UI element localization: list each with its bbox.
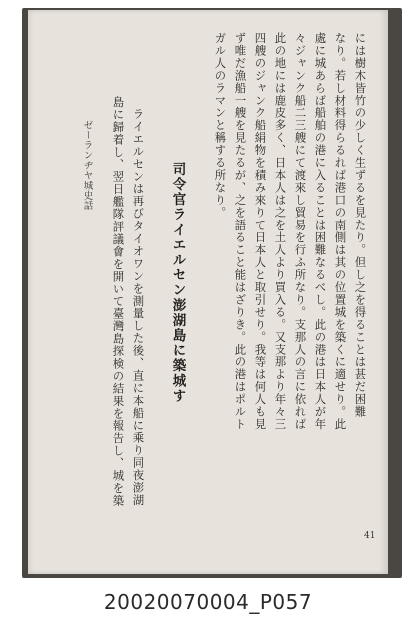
section-heading: 司令官ライエルセン澎湖島に築城す [169, 162, 186, 404]
body-column: ず唯だ漁船一艘を見たるが、之を語ること能はざりき。此の港はポルト [233, 32, 248, 431]
body-column: 島に歸着し、翌日艦隊評議會を開いて臺灣島探検の結果を報告し、城を築 [111, 96, 126, 507]
scan-caption: 20020070004_P057 [103, 590, 313, 614]
running-head: ゼーランヂヤ城史話 [81, 120, 93, 211]
body-column: なり。若し材料得らるれば港口の南側は其の位置城を築くに適せり。此 [333, 32, 348, 431]
page-number: 41 [364, 531, 376, 541]
book-page [28, 10, 388, 574]
body-column: ガル人のラマンと稱する所なり。 [213, 32, 228, 219]
body-column: には樹木皆竹の少しく生ずるを見たり。但し之を得ることは甚だ困難 [353, 32, 368, 418]
body-column: 々ジャンク船二三艘にて渡來し貿易を行ふ所なり。支那人の言に依れば [293, 32, 308, 431]
body-column: ライエルセンは再びタイオワンを測量した後、直に本船に乘り同夜澎湖 [131, 108, 146, 507]
body-column: 四艘のジャンク船絹物を積み來りて日本人と取引せり。我等は何人も見 [253, 32, 268, 431]
body-column: 處に城あらば船舶の港に入ることは困難なるべし。此の港は日本人が年 [313, 32, 328, 431]
body-column: 此の地には鹿皮多く、日本人は之を土人より買入る。又支那より年々三 [273, 32, 288, 431]
